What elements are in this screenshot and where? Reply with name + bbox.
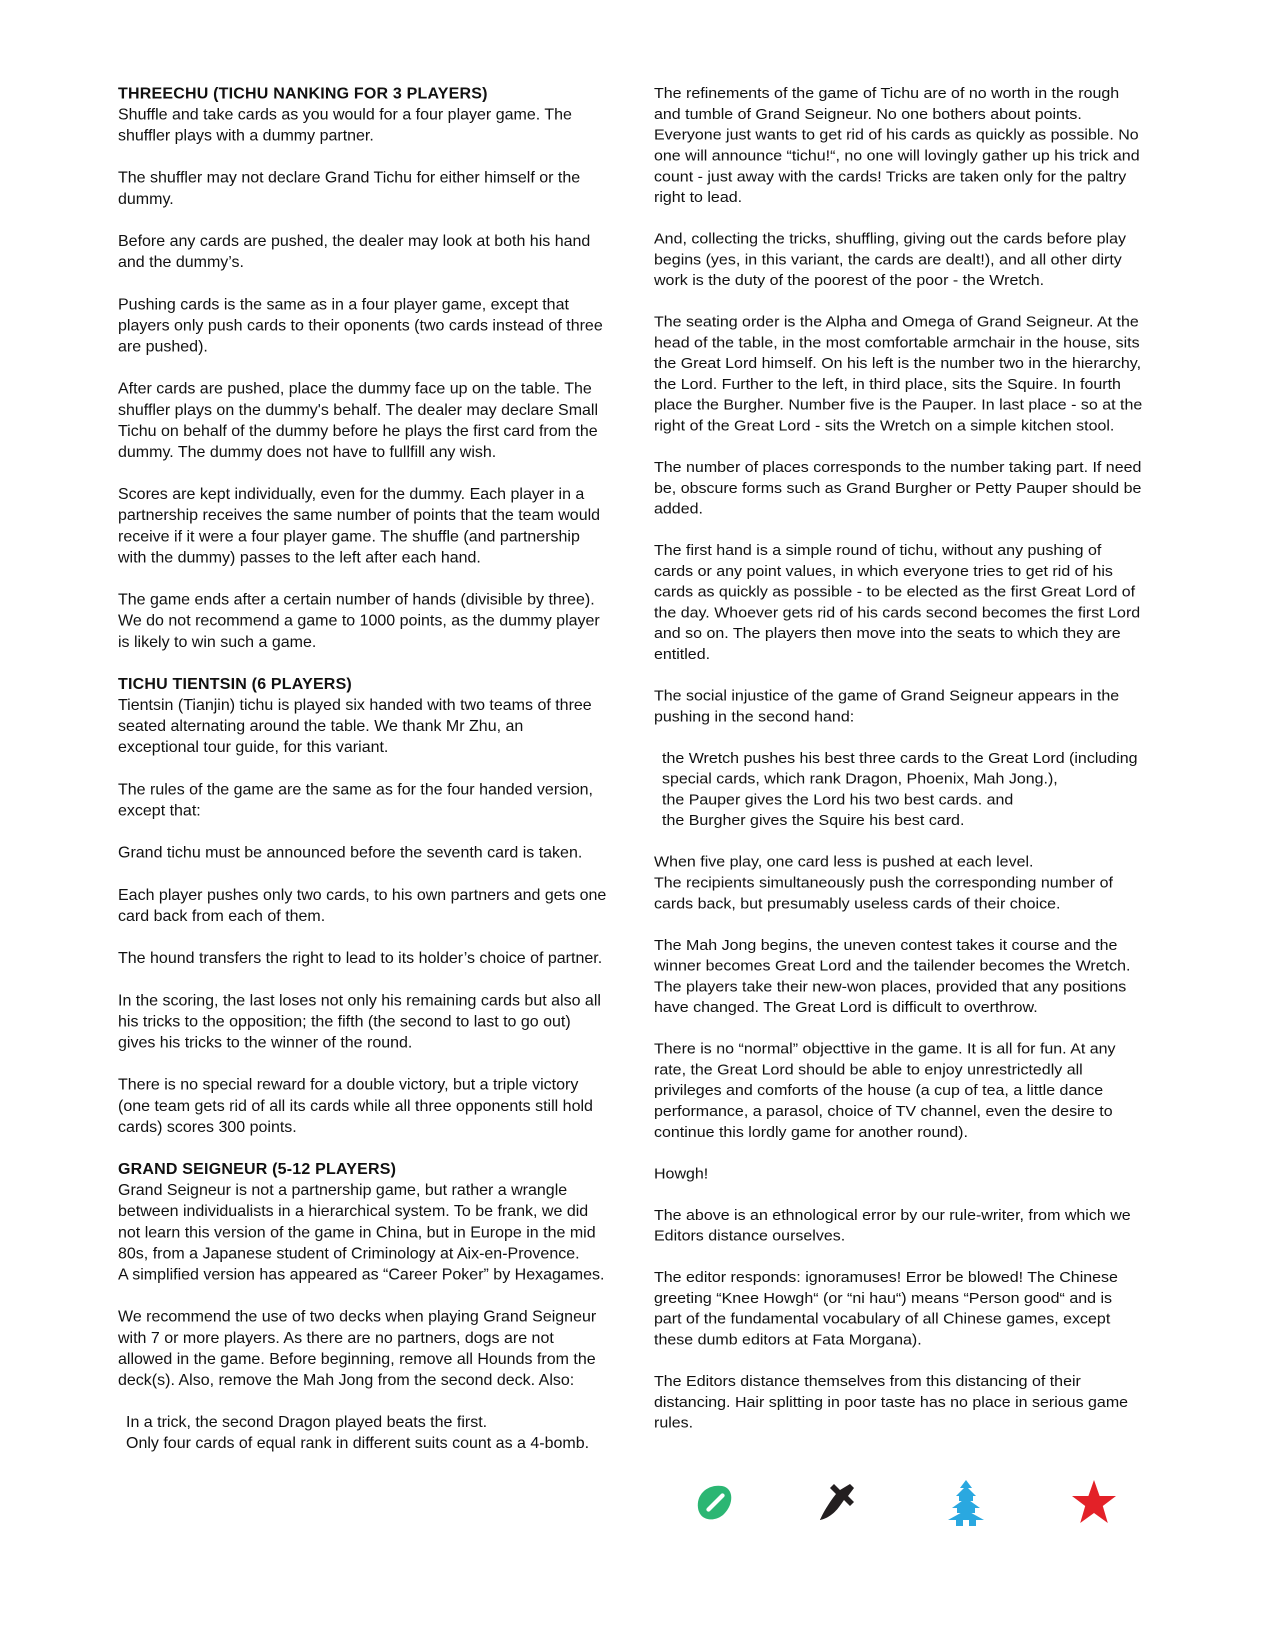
paragraph: We recommend the use of two decks when playing Grand Seigneur with 7 or more players. As there are no partners, dogs are not allowed in the game. Before beginning, remove all Hounds from the deck(s). Also, remove the Mah Jong from the second deck. Also: bbox=[118, 1309, 597, 1389]
paragraph: Grand tichu must be announced before the seventh card is taken. bbox=[118, 845, 583, 862]
paragraph: The refinements of the game of Tichu are of no worth in the rough and tumble of Grand Seigneur. No one bothers about points. Everyone just wants to get rid of his cards as quickly as possible. No one will announce “tichu!“, no one will lovingly gather up his trick and count - just away with the cards! Tricks are taken only for the paltry right to lead. bbox=[654, 85, 1140, 206]
pagoda-suit-icon bbox=[942, 1478, 990, 1526]
paragraph: Shuffle and take cards as you would for a four player game. The shuffler plays with a dummy partner. bbox=[118, 107, 572, 145]
push-rule-line: the Pauper gives the Lord his two best cards. and bbox=[662, 792, 1014, 809]
star-suit-icon bbox=[1070, 1478, 1118, 1526]
rule-line: In a trick, the second Dragon played beats the first. bbox=[126, 1414, 488, 1431]
paragraph: The Mah Jong begins, the uneven contest takes it course and the winner becomes Great Lord and the tailender becomes the Wretch. The players take their new-won places, provided that any positions have changed. The Great Lord is difficult to overthrow. bbox=[654, 937, 1131, 1016]
paragraph: Pushing cards is the same as in a four player game, except that players only push cards to their oponents (two cards instead of three are pushed). bbox=[118, 296, 603, 356]
paragraph: Scores are kept individually, even for the dummy. Each player in a partnership receives the same number of points that the team would receive if it were a four player game. The shuffle (and partnership with the dummy) passes to the left after each hand. bbox=[118, 486, 601, 567]
paragraph: Tientsin (Tianjin) tichu is played six handed with two teams of three seated alternating around the table. We thank Mr Zhu, an exceptional tour guide, for this variant. bbox=[118, 697, 592, 757]
push-rule-line: the Wretch pushes his best three cards to the Great Lord (including special cards, which rank Dragon, Phoenix, Mah Jong.), bbox=[662, 750, 1138, 788]
paragraph: In the scoring, the last loses not only his remaining cards but also all his tricks to the opposition; the fifth (the second to last to go out) gives his tricks to the winner of the round. bbox=[118, 992, 601, 1052]
paragraph: The above is an ethnological error by our rule-writer, from which we Editors distance ourselves. bbox=[654, 1207, 1131, 1245]
paragraph: The shuffler may not declare Grand Tichu for either himself or the dummy. bbox=[118, 170, 581, 208]
paragraph: Grand Seigneur is not a partnership game, but rather a wrangle between individualists in a hierarchical system. To be frank, we did not learn this version of the game in China, but in Europe in the mid 80s, from a Japanese student of Criminology at Aix-en-Provence. bbox=[118, 1182, 596, 1263]
jade-suit-icon bbox=[690, 1478, 738, 1526]
paragraph: The Editors distance themselves from this distancing of their distancing. Hair splitting in poor taste has no place in serious game rules. bbox=[654, 1373, 1129, 1432]
paragraph: The recipients simultaneously push the corresponding number of cards back, but presumably useless cards of their choice. bbox=[654, 875, 1113, 913]
paragraph: A simplified version has appeared as “Career Poker” by Hexagames. bbox=[118, 1267, 605, 1284]
rule-line: Only four cards of equal rank in different suits count as a 4-bomb. bbox=[126, 1435, 590, 1453]
paragraph: There is no special reward for a double victory, but a triple victory (one team gets rid of all its cards while all three opponents still hold cards) scores 300 points. bbox=[118, 1077, 593, 1136]
paragraph: Each player pushes only two cards, to his own partners and gets one card back from each of them. bbox=[118, 887, 607, 925]
paragraph: The number of places corresponds to the number taking part. If need be, obscure forms such as Grand Burgher or Petty Pauper should be added. bbox=[654, 459, 1142, 518]
push-rule-line: the Burgher gives the Squire his best card. bbox=[662, 812, 965, 829]
sword-suit-icon bbox=[816, 1478, 864, 1526]
paragraph: There is no “normal” objecttive in the game. It is all for fun. At any rate, the Great Lord should be able to enjoy unrestrictedly all privileges and comforts of the house (a cup of tea, a little dance performance, a parasol, choice of TV channel, even the desire to continue this lordly game for another round). bbox=[654, 1041, 1116, 1141]
paragraph: Howgh! bbox=[654, 1166, 709, 1183]
section-heading-tientsin: TICHU TIENTSIN (6 PLAYERS) bbox=[118, 676, 352, 693]
paragraph: The rules of the game are the same as for the four handed version, except that: bbox=[118, 781, 593, 820]
paragraph: And, collecting the tricks, shuffling, giving out the cards before play begins (yes, in this variant, the cards are dealt!), and all other dirty work is the duty of the poorest of the poor - the Wretch. bbox=[654, 231, 1126, 289]
paragraph: The hound transfers the right to lead to its holder’s choice of partner. bbox=[118, 950, 603, 967]
right-column bbox=[654, 84, 1144, 1455]
paragraph: When five play, one card less is pushed at each level. bbox=[654, 854, 1034, 871]
paragraph: The seating order is the Alpha and Omega of Grand Seigneur. At the head of the table, in the most comfortable armchair in the house, sits the Great Lord himself. On his left is the number two in the hierarchy, the Lord. Further to the left, in third place, sits the Squire. In fourth place the Burgher. Number five is the Pauper. In last place - so at the right of the Great Lord - sits the Wretch on a simple kitchen stool. bbox=[654, 314, 1143, 435]
left-column bbox=[118, 84, 608, 1455]
paragraph: After cards are pushed, place the dummy face up on the table. The shuffler plays on the dummy's behalf. The dealer may declare Small Tichu on behalf of the dummy before he plays the first card from the dummy. The dummy does not have to fullfill any wish. bbox=[118, 381, 599, 461]
paragraph: The social injustice of the game of Grand Seigneur appears in the pushing in the second hand: bbox=[654, 688, 1120, 726]
paragraph: Before any cards are pushed, the dealer may look at both his hand and the dummy’s. bbox=[118, 233, 591, 271]
suit-icons bbox=[690, 1478, 1130, 1526]
paragraph: The editor responds: ignoramuses! Error be blowed! The Chinese greeting “Knee Howgh“ (or “ni hau“) means “Person good“ and is part of the fundamental vocabulary of all Chinese games, except these dumb editors at Fata Morgana). bbox=[654, 1269, 1118, 1349]
paragraph: The first hand is a simple round of tichu, without any pushing of cards or any point values, in which everyone tries to get rid of his cards as quickly as possible - to be elected as the first Great Lord of the day. Whoever gets rid of his cards second becomes the first Lord and so on. The players then move into the seats to which they are entitled. bbox=[654, 542, 1141, 663]
section-heading-threechu: THREECHU (TICHU NANKING FOR 3 PLAYERS) bbox=[118, 85, 488, 103]
paragraph: The game ends after a certain number of hands (divisible by three). We do not recommend a game to 1000 points, as the dummy player is likely to win such a game. bbox=[118, 592, 600, 651]
section-heading-grand-seigneur: GRAND SEIGNEUR (5-12 PLAYERS) bbox=[118, 1161, 397, 1178]
